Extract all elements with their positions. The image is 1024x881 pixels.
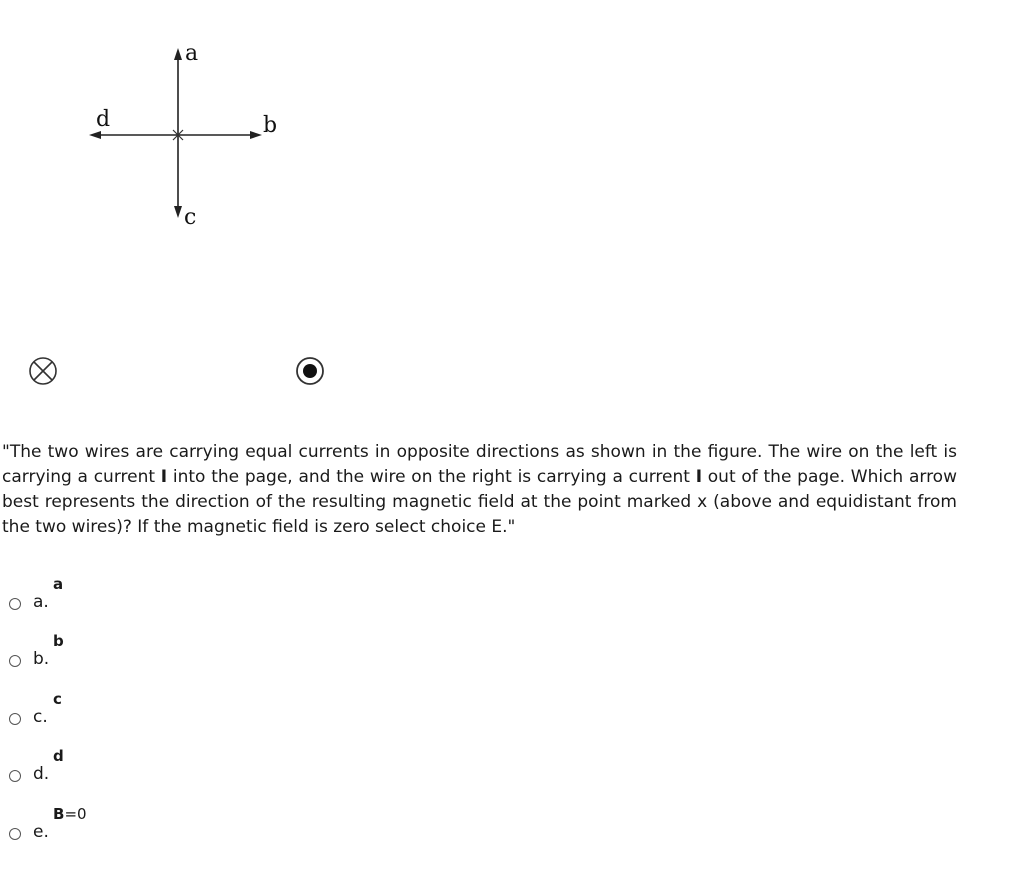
radio-button-c[interactable] — [9, 713, 21, 725]
option-value-e — [53, 805, 87, 823]
question-part-3: out of the page. Which arrow best represents the direction of the resulting magnetic field at the point marked x (above and equidistant from the two wires)? If the magnetic field is zero select choice E." — [2, 467, 957, 537]
option-letter-d: d. — [33, 764, 50, 784]
b-field-zero: =0 — [64, 805, 87, 823]
question-part-2: into the page, and the wire on the right is carrying a current — [167, 467, 696, 487]
radio-button-b[interactable] — [9, 655, 21, 667]
arrow-label-a: a — [185, 41, 199, 66]
option-a[interactable] — [0, 575, 300, 615]
arrow-label-d: d — [96, 107, 111, 132]
option-value-c: c — [53, 690, 62, 708]
option-b[interactable] — [0, 632, 300, 672]
option-letter-b: b. — [33, 649, 50, 669]
option-c[interactable] — [0, 690, 300, 730]
question-part-1: "The two wires are carrying equal currents in opposite directions as shown in the figure. The wire on the left is carrying a current — [2, 442, 957, 487]
b-field-symbol: B — [53, 805, 65, 823]
option-letter-c: c. — [33, 707, 48, 727]
current-symbol-1: I — [160, 467, 168, 487]
radio-button-d[interactable] — [9, 770, 21, 782]
arrow-label-c: c — [184, 205, 197, 230]
option-value-b: b — [53, 632, 64, 650]
radio-button-e[interactable] — [9, 828, 21, 840]
option-d[interactable] — [0, 747, 300, 787]
current-symbol-2: I — [695, 467, 703, 487]
radio-button-a[interactable] — [9, 598, 21, 610]
option-value-a: a — [53, 575, 64, 593]
option-letter-a: a. — [33, 592, 49, 612]
arrow-label-b: b — [263, 113, 278, 138]
answer-options — [0, 0, 400, 881]
option-e[interactable] — [0, 805, 300, 845]
option-letter-e: e. — [33, 822, 49, 842]
option-value-d: d — [53, 747, 64, 765]
